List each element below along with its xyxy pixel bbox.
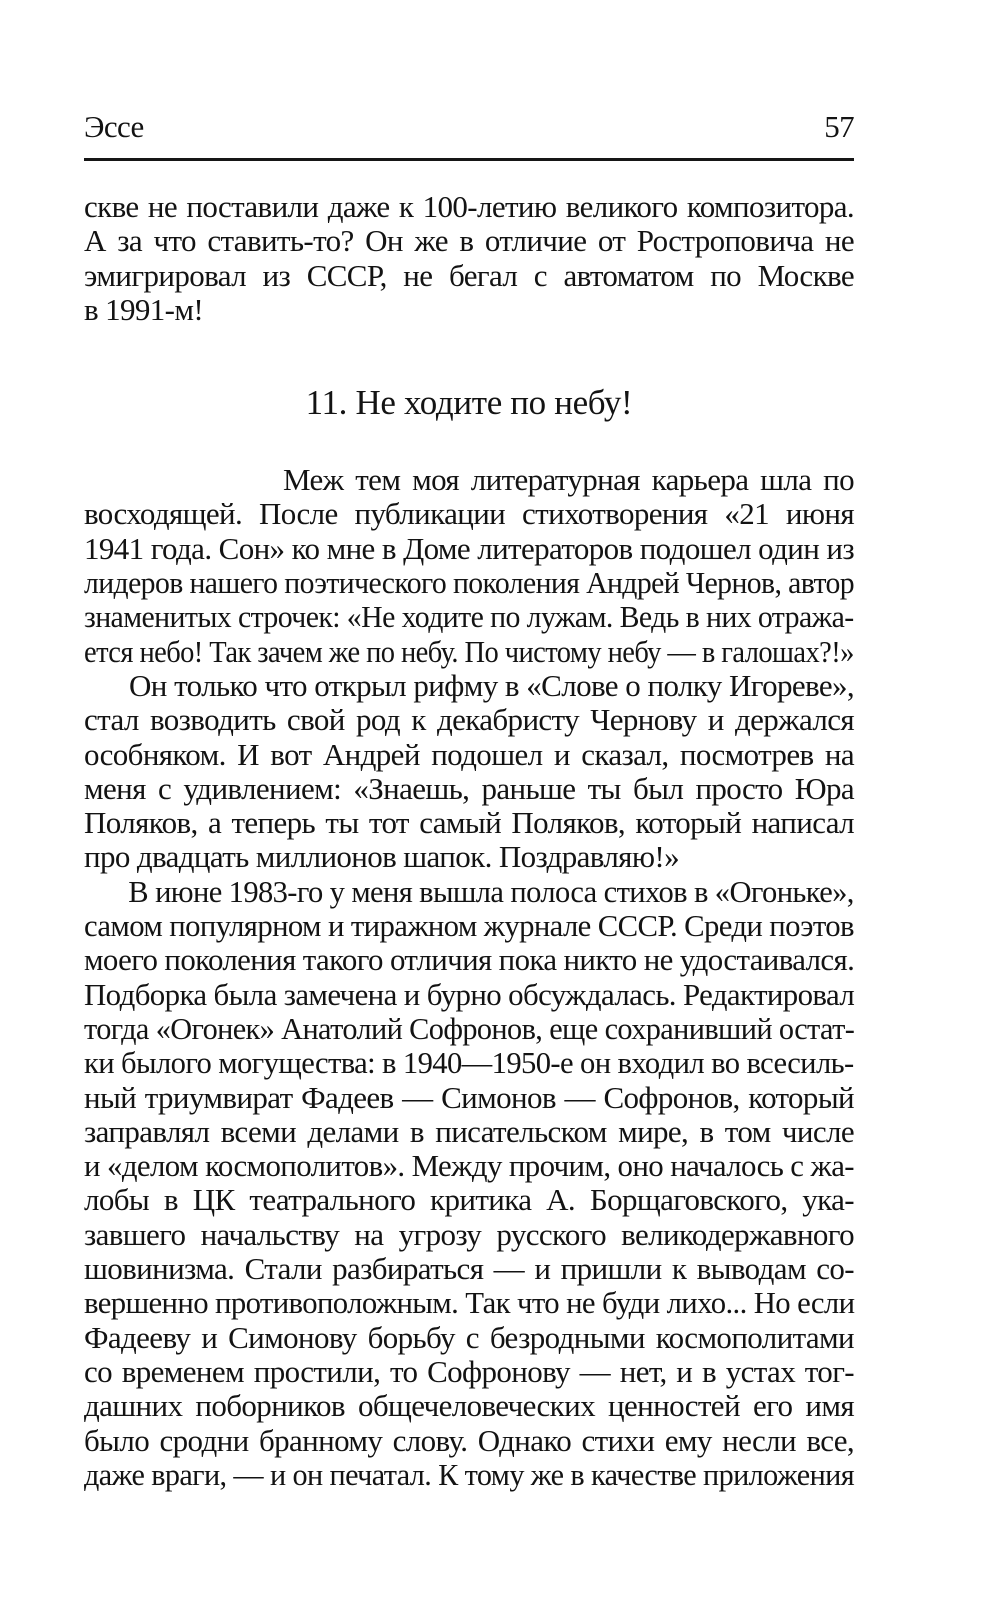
- text-line: знаменитых строчек: «Не ходите по лужам. Ведь в них отража-: [84, 599, 854, 635]
- intro-paragraph: [84, 190, 854, 327]
- paragraph: [84, 669, 854, 875]
- text-line: скве не поставили даже к 100-летию великого композитора.: [84, 189, 854, 224]
- section-body: [84, 463, 854, 1492]
- text-line: В июне 1983-го у меня вышла полоса стихов в «Огоньке»,: [128, 873, 854, 909]
- text-line: шовинизма. Стали разбираться — и пришли к выводам со-: [84, 1251, 854, 1287]
- text-line: А за что ставить-то? Он же в отличие от Ростроповича не: [84, 223, 854, 259]
- text-line: Меж тем моя литературная карьера шла по: [283, 462, 854, 498]
- text-line: 1941 года. Сон» ко мне в Доме литераторов подошел один из: [84, 530, 854, 566]
- text-line: самом популярном и тиражном журнале СССР. Среди поэтов: [84, 908, 854, 944]
- text-line: заправлял всеми делами в писательском мире, в том числе: [84, 1113, 854, 1149]
- text-line: вершенно противоположным. Так что не буди лихо... Но если: [84, 1285, 855, 1321]
- text-line: было сродни бранному слову. Однако стихи ему несли все,: [84, 1422, 854, 1458]
- text-line: про двадцать миллионов шапок. Поздравляю!»: [84, 839, 679, 875]
- text-line: Он только что открыл рифму в «Слове о полку Игореве»,: [129, 667, 854, 703]
- text-line: ется небо! Так зачем же по небу. По чистому небу — в галошах?!»: [84, 633, 854, 669]
- text-line: меня с удивлением: «Знаешь, раньше ты был просто Юра: [84, 770, 854, 806]
- text-line: стал возводить свой род к декабристу Чернову и держался: [84, 702, 854, 738]
- text-line: и «делом космополитов». Между прочим, оно началось с жа-: [84, 1148, 854, 1184]
- text-line: Фадееву и Симонову борьбу с безродными космополитами: [84, 1319, 854, 1355]
- text-line: моего поколения такого отличия пока никто не удостаивался.: [84, 942, 855, 978]
- text-line: даже враги, — и он печатал. К тому же в качестве приложения: [84, 1456, 855, 1492]
- running-title: Эссе: [84, 109, 144, 144]
- section-heading: 11. Не ходите по небу!: [305, 383, 633, 423]
- text-line: Подборка была замечена и бурно обсуждалась. Редактировал: [84, 976, 855, 1012]
- running-header: [84, 110, 854, 144]
- paragraph: [84, 463, 854, 669]
- paragraph: [84, 875, 854, 1492]
- text-line: дашних поборников общечеловеческих ценностей его имя: [84, 1388, 854, 1424]
- text-line: в 1991-м!: [84, 291, 204, 327]
- text-line: тогда «Огонек» Анатолий Софронов, еще сохранивший остат-: [84, 1010, 855, 1046]
- text-line: особняком. И вот Андрей подошел и сказал, посмотрев на: [84, 736, 854, 772]
- text-line: со временем простили, то Софронову — нет, и в устах тог-: [84, 1353, 854, 1389]
- text-line: восходящей. После публикации стихотворения «21 июня: [84, 496, 854, 532]
- text-line: ный триумвират Фадеев — Симонов — Софронов, который: [84, 1079, 854, 1115]
- text-line: ки былого могущества: в 1940—1950-е он входил во всесиль-: [84, 1045, 854, 1081]
- text-line: Поляков, а теперь ты тот самый Поляков, который написал: [84, 805, 854, 841]
- text-line: лидеров нашего поэтического поколения Андрей Чернов, автор: [84, 565, 854, 601]
- page-number: 57: [824, 109, 854, 144]
- header-rule: [84, 158, 854, 161]
- text-line: эмигрировал из СССР, не бегал с автоматом по Москве: [84, 257, 854, 293]
- text-line: лобы в ЦК театрального критика А. Борщаговского, ука-: [84, 1182, 854, 1218]
- text-line: завшего начальству на угрозу русского великодержавного: [84, 1216, 854, 1252]
